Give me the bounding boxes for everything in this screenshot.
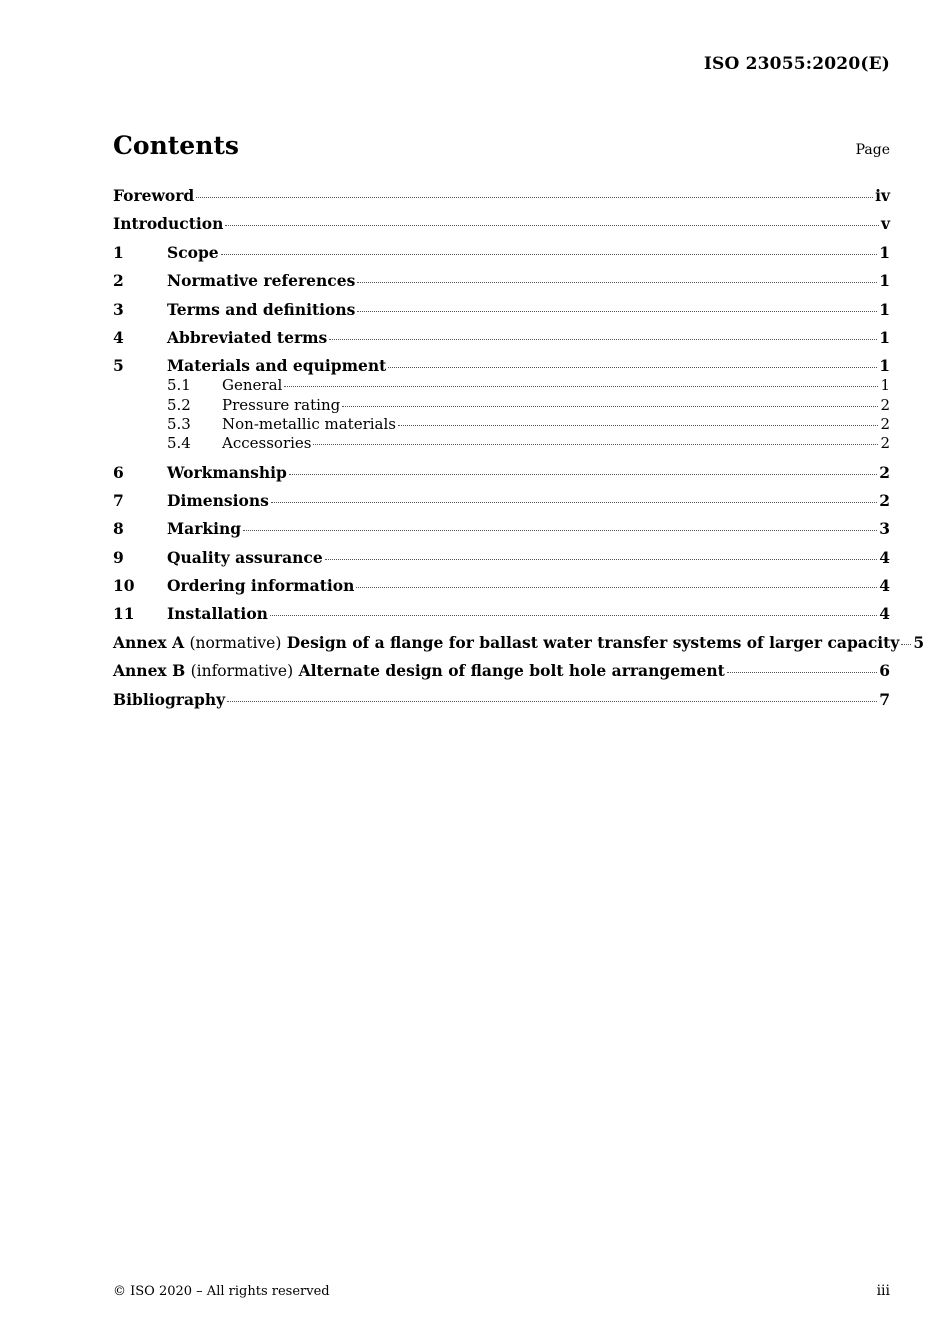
copyright-notice: © ISO 2020 – All rights reserved: [113, 1284, 330, 1299]
toc-entry-section-10[interactable]: [113, 576, 890, 604]
toc-entry-page: 1: [879, 356, 890, 376]
toc-entry-label: Foreword: [113, 186, 195, 205]
toc-entry-label: Marking: [167, 519, 242, 539]
dot-leader: [356, 587, 877, 588]
dot-leader: [398, 425, 878, 426]
toc-entry-page: 2: [880, 395, 890, 414]
dot-leader: [284, 386, 878, 387]
dot-leader: [357, 282, 877, 283]
toc-entry-number: 2: [113, 271, 124, 291]
dot-leader: [270, 615, 877, 616]
toc-entry-page: iv: [875, 186, 890, 205]
annex-title: Alternate design of flange bolt hole arrangement: [298, 661, 725, 681]
toc-entry-section-5[interactable]: [113, 356, 890, 376]
dot-leader: [329, 339, 877, 340]
toc-entry-page: 1: [879, 327, 890, 347]
toc-entry-label: General: [222, 376, 283, 395]
toc-entry-page: 2: [879, 490, 890, 510]
toc-entry-label: Introduction: [113, 214, 224, 234]
toc-entry-section-2[interactable]: [113, 271, 890, 299]
toc-entry-annex-b[interactable]: [113, 661, 890, 689]
table-of-contents: [113, 186, 925, 718]
toc-entry-label: Scope: [167, 242, 219, 262]
toc-entry-page: 5: [913, 632, 925, 652]
page-column-label: Page: [855, 142, 890, 158]
toc-entry-label: Normative references: [167, 271, 356, 291]
dot-leader: [727, 672, 877, 673]
toc-entry-annex-a[interactable]: [113, 632, 925, 661]
toc-entry-label: Bibliography: [113, 689, 226, 709]
toc-entry-section-9[interactable]: [113, 548, 890, 576]
toc-entry-number: 4: [113, 327, 124, 347]
toc-entry-page: 1: [879, 299, 890, 319]
contents-heading: Contents: [113, 131, 240, 160]
toc-entry-number: 9: [113, 547, 124, 567]
dot-leader: [289, 474, 877, 475]
toc-entry-number: 1: [113, 242, 124, 262]
dot-leader: [901, 644, 911, 645]
toc-entry-section-8[interactable]: [113, 519, 890, 547]
toc-entry-label: Terms and definitions: [167, 299, 356, 319]
toc-entry-page: 1: [879, 271, 890, 291]
toc-entry-page: 4: [879, 604, 890, 624]
toc-entry-introduction[interactable]: [113, 214, 890, 242]
toc-entry-bibliography[interactable]: [113, 690, 890, 718]
toc-entry-page: 6: [879, 661, 890, 681]
annex-type: (normative): [189, 633, 282, 652]
toc-entry-number: 7: [113, 490, 124, 510]
dot-leader: [388, 367, 877, 368]
toc-entry-number: 5.3: [167, 414, 191, 433]
dot-leader: [227, 701, 877, 702]
toc-entry-label: Workmanship: [167, 462, 287, 482]
toc-entry-section-4[interactable]: [113, 328, 890, 356]
dot-leader: [325, 559, 878, 560]
toc-entry-number: 3: [113, 299, 124, 319]
toc-entry-section-7[interactable]: [113, 491, 890, 519]
document-id: ISO 23055:2020(E): [703, 54, 890, 74]
toc-entry-page: 2: [880, 433, 890, 452]
toc-entry-label: Pressure rating: [222, 395, 341, 414]
toc-entry-label: Installation: [167, 604, 268, 624]
toc-entry-section-6[interactable]: [113, 463, 890, 491]
toc-entry-number: 5: [113, 356, 124, 376]
dot-leader: [243, 530, 877, 531]
toc-entry-label: Ordering information: [167, 576, 355, 596]
toc-entry-label: Accessories: [222, 433, 312, 452]
toc-entry-label: [113, 661, 725, 681]
toc-entry-label: Materials and equipment: [167, 356, 387, 376]
toc-entry-label: Non-metallic materials: [222, 414, 396, 433]
toc-entry-number: 5.2: [167, 395, 191, 414]
annex-title: Design of a flange for ballast water transfer systems of larger capacity: [286, 632, 900, 652]
dot-leader: [221, 254, 878, 255]
toc-entry-subsection-5-1[interactable]: [113, 376, 890, 395]
toc-entry-label: Dimensions: [167, 490, 269, 510]
toc-entry-section-1[interactable]: [113, 243, 890, 271]
toc-entry-label: [113, 633, 899, 653]
dot-leader: [196, 197, 873, 198]
toc-entry-page: 1: [880, 376, 890, 395]
toc-entry-number: 5.1: [167, 376, 191, 395]
toc-entry-page: v: [880, 214, 890, 234]
annex-prefix: Annex A: [113, 632, 185, 652]
toc-entry-label: Abbreviated terms: [167, 327, 328, 347]
toc-entry-page: 2: [879, 462, 890, 482]
toc-entry-number: 10: [113, 576, 135, 596]
dot-leader: [271, 502, 877, 503]
toc-entry-number: 11: [113, 604, 135, 624]
toc-entry-subsection-5-3[interactable]: [113, 415, 890, 434]
toc-entry-section-11[interactable]: [113, 604, 890, 632]
annex-prefix: Annex B: [113, 661, 186, 681]
toc-entry-subsection-5-4[interactable]: [113, 434, 890, 463]
dot-leader: [313, 444, 878, 445]
dot-leader: [342, 406, 878, 407]
toc-entry-page: 4: [879, 576, 890, 596]
dot-leader: [357, 311, 877, 312]
toc-entry-foreword[interactable]: [113, 186, 890, 214]
toc-entry-page: 7: [879, 689, 890, 709]
toc-entry-page: 3: [879, 519, 890, 539]
page-number: iii: [876, 1283, 890, 1299]
toc-entry-page: 1: [879, 242, 890, 262]
toc-entry-page: 4: [879, 547, 890, 567]
dot-leader: [225, 225, 879, 226]
annex-type: (informative): [190, 662, 294, 681]
toc-entry-number: 5.4: [167, 433, 191, 452]
toc-entry-number: 8: [113, 519, 124, 539]
toc-entry-subsection-5-2[interactable]: [113, 396, 890, 415]
toc-entry-section-3[interactable]: [113, 300, 890, 328]
toc-entry-label: Quality assurance: [167, 547, 323, 567]
toc-entry-number: 6: [113, 462, 124, 482]
toc-entry-page: 2: [880, 414, 890, 433]
